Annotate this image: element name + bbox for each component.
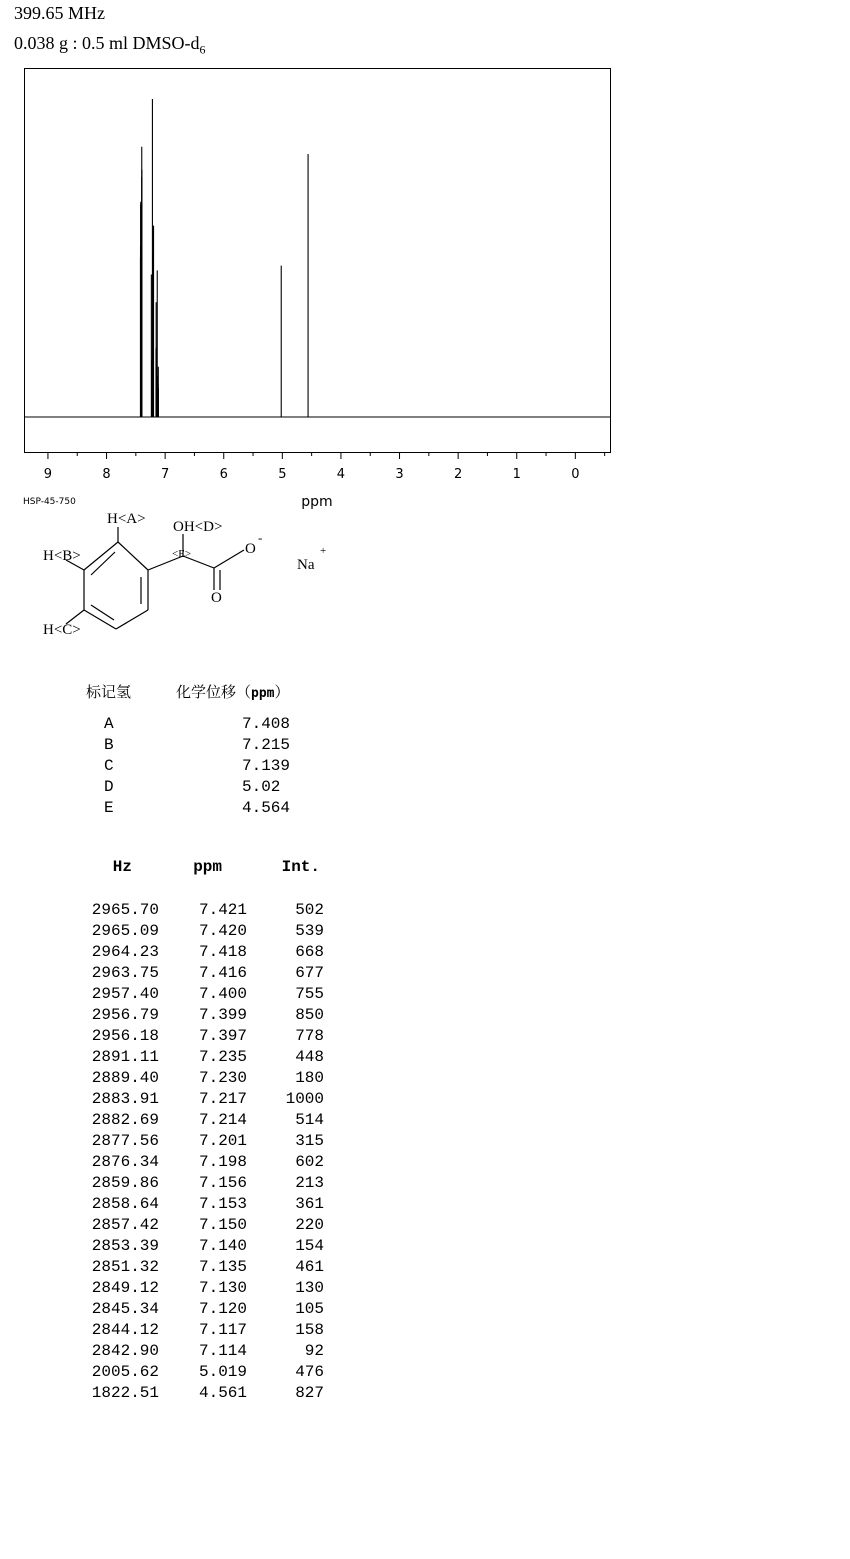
peak-rows <box>70 900 324 1404</box>
peak-intensity: 1000 <box>285 1090 324 1108</box>
x-tick-label: 5 <box>278 467 287 482</box>
peak-ppm: 7.418 <box>198 943 247 961</box>
peak-ppm: 7.214 <box>198 1111 247 1129</box>
peak-row <box>70 1278 324 1299</box>
col-label-header: 标记氢 <box>86 683 132 701</box>
spectrum-code: HSP-45-750 <box>23 497 76 507</box>
label-na: Na <box>297 557 315 573</box>
peak-ppm: 7.156 <box>198 1174 247 1192</box>
peak-ppm: 5.019 <box>198 1363 247 1381</box>
sample-text: 0.038 g : 0.5 ml DMSO-d <box>14 33 200 53</box>
label-h-b: H<B> <box>43 548 81 564</box>
peak-intensity: 755 <box>295 985 324 1003</box>
ring-bond <box>118 542 148 570</box>
peak-ppm: 7.400 <box>198 985 247 1003</box>
spectrometer-frequency: 399.65 MHz <box>14 3 105 23</box>
peak-row <box>70 1152 324 1173</box>
shift-row: B 7.215 <box>104 736 291 754</box>
peak-row <box>70 900 324 921</box>
peak-intensity: 778 <box>295 1027 324 1045</box>
x-tick-label: 7 <box>160 467 170 482</box>
label-o-minus: O <box>245 541 256 557</box>
peak-ppm: 7.130 <box>198 1279 247 1297</box>
peak-hz: 2857.42 <box>91 1216 159 1234</box>
peak-ppm: 7.399 <box>198 1006 247 1024</box>
peak-intensity: 105 <box>295 1300 324 1318</box>
peak-hz: 2842.90 <box>91 1342 159 1360</box>
ring-inner-bond <box>91 552 115 575</box>
peak-hz: 2956.18 <box>91 1027 159 1045</box>
peak-intensity: 158 <box>295 1321 324 1339</box>
peak-intensity: 461 <box>295 1258 324 1276</box>
peak-row <box>70 984 324 1005</box>
peak-ppm: 4.561 <box>198 1384 247 1402</box>
peak-ppm: 7.117 <box>198 1321 247 1339</box>
label-e: <E> <box>172 548 192 560</box>
peak-hz: 2858.64 <box>91 1195 159 1213</box>
peak-ppm: 7.217 <box>198 1090 247 1108</box>
peak-intensity: 602 <box>295 1153 324 1171</box>
label-plus: + <box>320 545 327 557</box>
peak-row <box>70 1299 324 1320</box>
peak-hz: 2956.79 <box>91 1006 159 1024</box>
peak-intensity: 514 <box>295 1111 324 1129</box>
shift-row: E 4.564 <box>104 799 291 817</box>
peak-ppm: 7.416 <box>198 964 247 982</box>
peak-hz: 2849.12 <box>91 1279 159 1297</box>
ring-bond <box>84 610 116 629</box>
col-shift-header: 化学位移（ppm） <box>176 683 290 701</box>
peak-row <box>70 1131 324 1152</box>
peak-row <box>70 1110 324 1131</box>
molecule-structure <box>0 0 850 660</box>
peak-intensity: 315 <box>295 1132 324 1150</box>
peak-ppm: 7.140 <box>198 1237 247 1255</box>
peak-ppm: 7.120 <box>198 1300 247 1318</box>
peak-intensity: 476 <box>295 1363 324 1381</box>
peak-hz: 2883.91 <box>91 1090 159 1108</box>
peak-hz: 2851.32 <box>91 1258 159 1276</box>
peak-intensity: 827 <box>295 1384 324 1402</box>
peak-intensity: 668 <box>295 943 324 961</box>
peak-row <box>70 1236 324 1257</box>
chemical-shift-table <box>86 681 290 819</box>
hz-header: Hz <box>112 858 132 876</box>
peak-hz: 1822.51 <box>91 1384 159 1402</box>
x-tick-label: 9 <box>43 467 53 482</box>
label-h-c: H<C> <box>43 622 81 638</box>
shift-row: A 7.408 <box>104 715 291 733</box>
x-tick-label: 2 <box>453 467 463 482</box>
peak-ppm: 7.397 <box>198 1027 247 1045</box>
peak-row <box>70 1320 324 1341</box>
peak-row <box>70 1173 324 1194</box>
x-tick-label: 0 <box>571 467 580 482</box>
peak-hz: 2844.12 <box>91 1321 159 1339</box>
peak-intensity: 130 <box>295 1279 324 1297</box>
peak-intensity: 677 <box>295 964 324 982</box>
peak-row <box>70 1362 324 1383</box>
peak-intensity: 539 <box>295 922 324 940</box>
peak-ppm: 7.114 <box>198 1342 247 1360</box>
peak-hz: 2891.11 <box>91 1048 159 1066</box>
peak-hz: 2963.75 <box>91 964 159 982</box>
peak-ppm: 7.198 <box>198 1153 247 1171</box>
peak-table-header <box>70 858 324 880</box>
peak-ppm: 7.150 <box>198 1216 247 1234</box>
peak-hz: 2882.69 <box>91 1111 159 1129</box>
peak-hz: 2853.39 <box>91 1237 159 1255</box>
peak-intensity: 220 <box>295 1216 324 1234</box>
peak-hz: 2965.09 <box>91 922 159 940</box>
peak-ppm: 7.420 <box>198 922 247 940</box>
carboxyl-o-minus-bond <box>214 550 244 568</box>
label-minus: - <box>258 530 263 545</box>
ring-bond <box>116 610 148 629</box>
int-header: Int. <box>281 858 320 876</box>
x-tick-label: 6 <box>219 467 228 482</box>
peak-intensity: 448 <box>295 1048 324 1066</box>
peak-intensity: 213 <box>295 1174 324 1192</box>
shift-row: C 7.139 <box>104 757 291 775</box>
peak-hz: 2964.23 <box>91 943 159 961</box>
peak-row <box>70 1194 324 1215</box>
peak-ppm: 7.135 <box>198 1258 247 1276</box>
peak-row <box>70 1089 324 1110</box>
peak-row <box>70 1068 324 1089</box>
label-h-a: H<A> <box>107 511 146 527</box>
peak-hz: 2845.34 <box>91 1300 159 1318</box>
peak-ppm: 7.153 <box>198 1195 247 1213</box>
ppm-header: ppm <box>193 858 222 876</box>
x-tick-label: 1 <box>512 467 521 482</box>
peak-hz: 2889.40 <box>91 1069 159 1087</box>
peak-ppm: 7.201 <box>198 1132 247 1150</box>
x-axis-label: ppm <box>301 494 333 510</box>
peak-row <box>70 1215 324 1236</box>
peak-intensity: 154 <box>295 1237 324 1255</box>
peak-hz: 2859.86 <box>91 1174 159 1192</box>
peak-row <box>70 921 324 942</box>
peak-row <box>70 1005 324 1026</box>
peak-hz: 2877.56 <box>91 1132 159 1150</box>
peak-intensity: 92 <box>304 1342 324 1360</box>
peak-list-table <box>70 858 324 1404</box>
x-tick-label: 8 <box>102 467 111 482</box>
peak-row <box>70 963 324 984</box>
peak-row <box>70 1341 324 1362</box>
peak-intensity: 361 <box>295 1195 324 1213</box>
shift-table-header <box>86 681 290 702</box>
deuterium-subscript: 6 <box>199 42 206 57</box>
x-tick-label: 4 <box>336 467 346 482</box>
peak-intensity: 502 <box>295 901 324 919</box>
shift-row: D 5.02 <box>104 778 281 796</box>
ring-inner-bond <box>91 605 114 620</box>
peak-ppm: 7.235 <box>198 1048 247 1066</box>
peak-ppm: 7.421 <box>198 901 247 919</box>
peak-row <box>70 1383 324 1404</box>
peak-row <box>70 1026 324 1047</box>
peak-intensity: 850 <box>295 1006 324 1024</box>
x-tick-label: 3 <box>395 467 404 482</box>
peak-hz: 2957.40 <box>91 985 159 1003</box>
peak-row <box>70 1047 324 1068</box>
label-carbonyl-o: O <box>211 590 222 606</box>
peak-hz: 2965.70 <box>91 901 159 919</box>
peak-hz: 2005.62 <box>91 1363 159 1381</box>
peak-row <box>70 1257 324 1278</box>
label-oh: OH<D> <box>173 519 223 535</box>
peak-ppm: 7.230 <box>198 1069 247 1087</box>
peak-hz: 2876.34 <box>91 1153 159 1171</box>
peak-row <box>70 942 324 963</box>
peak-intensity: 180 <box>295 1069 324 1087</box>
